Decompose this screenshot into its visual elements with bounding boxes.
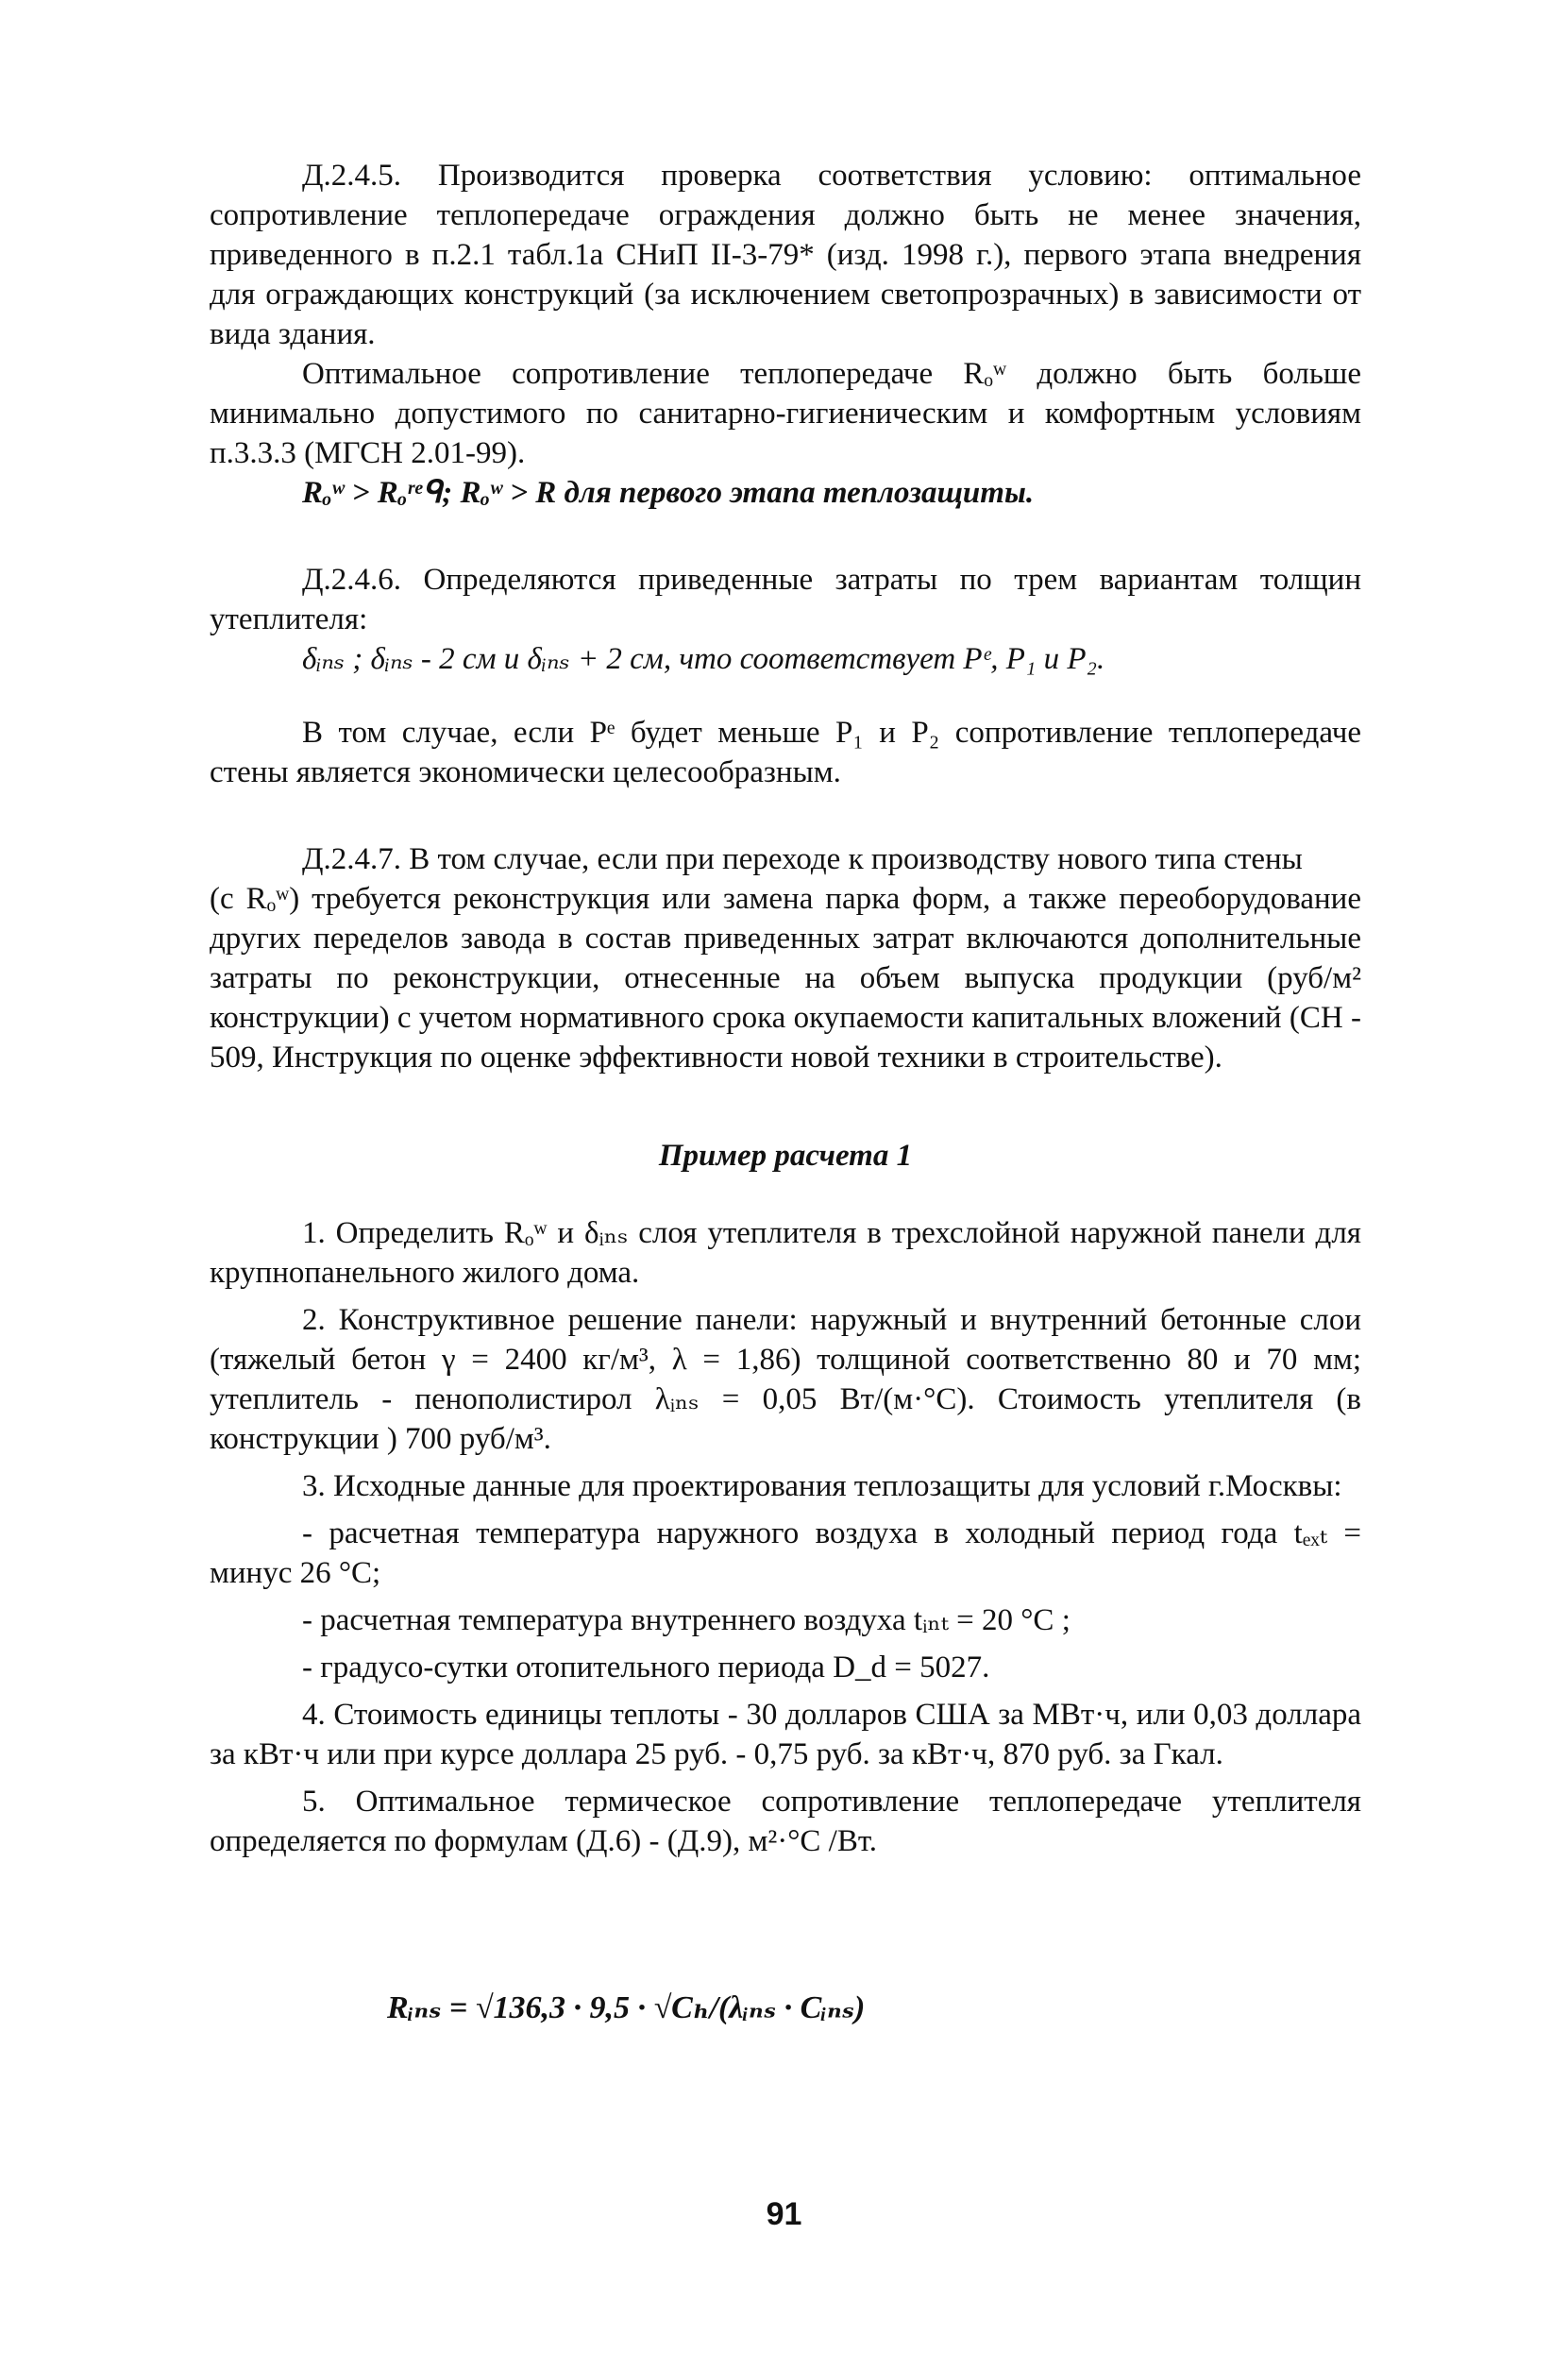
optimal-resistance-formula: Rᵢₙₛ = √136,3 · 9,5 · √Cₕ/(λᵢₙₛ · Cᵢₙₛ)	[387, 1990, 866, 2025]
example-item-3b: - расчетная температура внутреннего воздуха tᵢₙₜ = 20 °С ;	[302, 1603, 1071, 1637]
page-number: 91	[766, 2196, 802, 2232]
example-item-4: 4. Стоимость единицы теплоты - 30 долларов США за МВт·ч, или 0,03 доллара за кВт·ч или при курсе доллара 25 руб. - 0,75 руб. за кВт·ч, 870 руб. за Гкал.	[210, 1698, 1361, 1771]
paragraph-economic: В том случае, если Pᵉ будет меньше P₁ и P₂ сопротивление теплопередаче стены является экономически целесообразным.	[210, 716, 1361, 789]
thickness-variants: δᵢₙₛ ; δᵢₙₛ - 2 см и δᵢₙₛ + 2 см, что соответствует Pᵉ, P₁ и P₂.	[302, 642, 1105, 676]
condition-formula: Rₒʷ > Rₒʳᵉᑫ; Rₒʷ > R для первого этапа теплозащиты.	[302, 476, 1035, 510]
example-title: Пример расчета 1	[658, 1139, 913, 1173]
example-item-3c: - градусо-сутки отопительного периода D_d = 5027.	[302, 1650, 990, 1684]
paragraph-reconstruction: (с Rₒʷ) требуется реконструкция или замена парка форм, а также переоборудование других переделов завода в состав приведенных затрат включаются дополнительные затраты по реконструкции, отнесенные на объем выпуска продукции (руб/м² конструкции) с учетом нормативного срока окупаемости капитальных вложений (СН - 509, Инструкция по оценке эффективности новой техники в строительстве).	[210, 882, 1361, 1075]
paragraph-d247: Д.2.4.7. В том случае, если при переходе к производству нового типа стены	[302, 842, 1303, 876]
example-item-3a: - расчетная температура наружного воздуха в холодный период года tₑₓₜ = минус 26 °С;	[210, 1516, 1361, 1590]
paragraph-d245: Д.2.4.5. Производится проверка соответствия условию: оптимальное сопротивление теплопередаче ограждения должно быть не менее значения, приведенного в п.2.1 табл.1а СНиП II-3-79* (изд. 1998 г.), первого этапа внедрения для ограждающих конструкций (за исключением светопрозрачных) в зависимости от вида здания.	[210, 159, 1361, 351]
paragraph-d246: Д.2.4.6. Определяются приведенные затраты по трем вариантам толщин утеплителя:	[210, 563, 1361, 636]
example-item-1: 1. Определить Rₒʷ и δᵢₙₛ слоя утеплителя в трехслойной наружной панели для крупнопанельного жилого дома.	[210, 1216, 1361, 1290]
example-item-5: 5. Оптимальное термическое сопротивление теплопередаче утеплителя определяется по формулам (Д.6) - (Д.9), м²·°С /Вт.	[210, 1785, 1361, 1858]
example-item-3: 3. Исходные данные для проектирования теплозащиты для условий г.Москвы:	[302, 1469, 1342, 1503]
paragraph-optimal-resistance: Оптимальное сопротивление теплопередаче Rₒʷ должно быть больше минимально допустимого по санитарно-гигиеническим и комфортным условиям п.3.3.3 (МГСН 2.01-99).	[210, 357, 1361, 470]
example-item-2: 2. Конструктивное решение панели: наружный и внутренний бетонные слои (тяжелый бетон γ = 2400 кг/м³, λ = 1,86) толщиной соответственно 80 и 70 мм; утеплитель - пенополистирол λᵢₙₛ = 0,05 Вт/(м·°С). Стоимость утеплителя (в конструкции ) 700 руб/м³.	[210, 1303, 1361, 1456]
document-body	[210, 156, 1361, 1861]
